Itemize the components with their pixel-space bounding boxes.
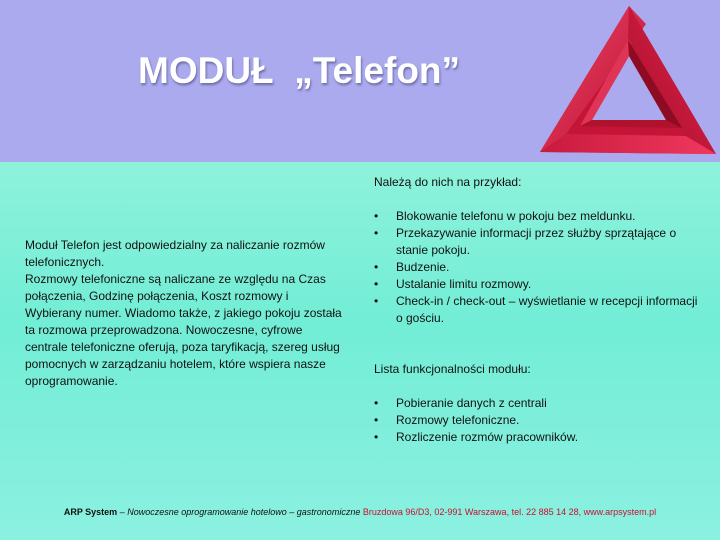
footer-address: Bruzdowa 96/D3, 02-991 Warszawa, tel. 22 885 14 28, www.arpsystem.pl [362,507,657,517]
bullet-icon: • [374,226,379,240]
list-item: • Budzenie. [374,260,450,274]
impossible-triangle-logo [536,4,718,158]
list-item: • Rozmowy telefoniczne. [374,413,520,427]
bullet-icon: • [374,413,379,427]
slide-header [0,0,720,162]
examples-list [374,208,704,327]
examples-column [374,174,704,446]
list-item: • Check-in / check-out – wyświetlanie w recepcji informacji o gościu. [374,294,698,325]
description-paragraph: Rozmowy telefoniczne są naliczane ze względu na Czas połączenia, Godzinę połączenia, Koszt rozmowy i Wybierany numer. Wiadomo także, z jakiego pokoju została ta rozmowa przeprowadzona. Nowoczesne, cyfrowe centrale telefoniczne oferują, poza taryfikacją, szereg usług pomocnych w zarządzaniu hotelem, które wspiera nasze oprogramowanie. [25,272,342,388]
list-item: • Przekazywanie informacji przez służby sprzątające o stanie pokoju. [374,226,677,257]
footer-tagline: – Nowoczesne oprogramowanie hotelowo – gastronomiczne [117,507,363,517]
examples-intro: Należą do nich na przykład: [374,175,522,189]
list-item: • Ustalanie limitu rozmowy. [374,277,532,291]
list-item: • Blokowanie telefonu w pokoju bez meldunku. [374,209,636,223]
bullet-icon: • [374,260,379,274]
description-paragraph: Moduł Telefon jest odpowiedzialny za naliczanie rozmów telefonicznych. [25,238,325,269]
list-item: • Rozliczenie rozmów pracowników. [374,430,579,444]
slide-title: MODUŁ „Telefon” [138,50,461,91]
bullet-icon: • [374,430,379,444]
module-description [25,237,345,390]
footer-brand: ARP System [63,507,118,517]
features-heading: Lista funkcjonalności modułu: [374,362,531,376]
bullet-icon: • [374,209,379,223]
slide-footer [0,507,720,517]
list-item: • Pobieranie danych z centrali [374,396,547,410]
bullet-icon: • [374,294,379,308]
features-list [374,395,704,446]
bullet-icon: • [374,277,379,291]
bullet-icon: • [374,396,379,410]
